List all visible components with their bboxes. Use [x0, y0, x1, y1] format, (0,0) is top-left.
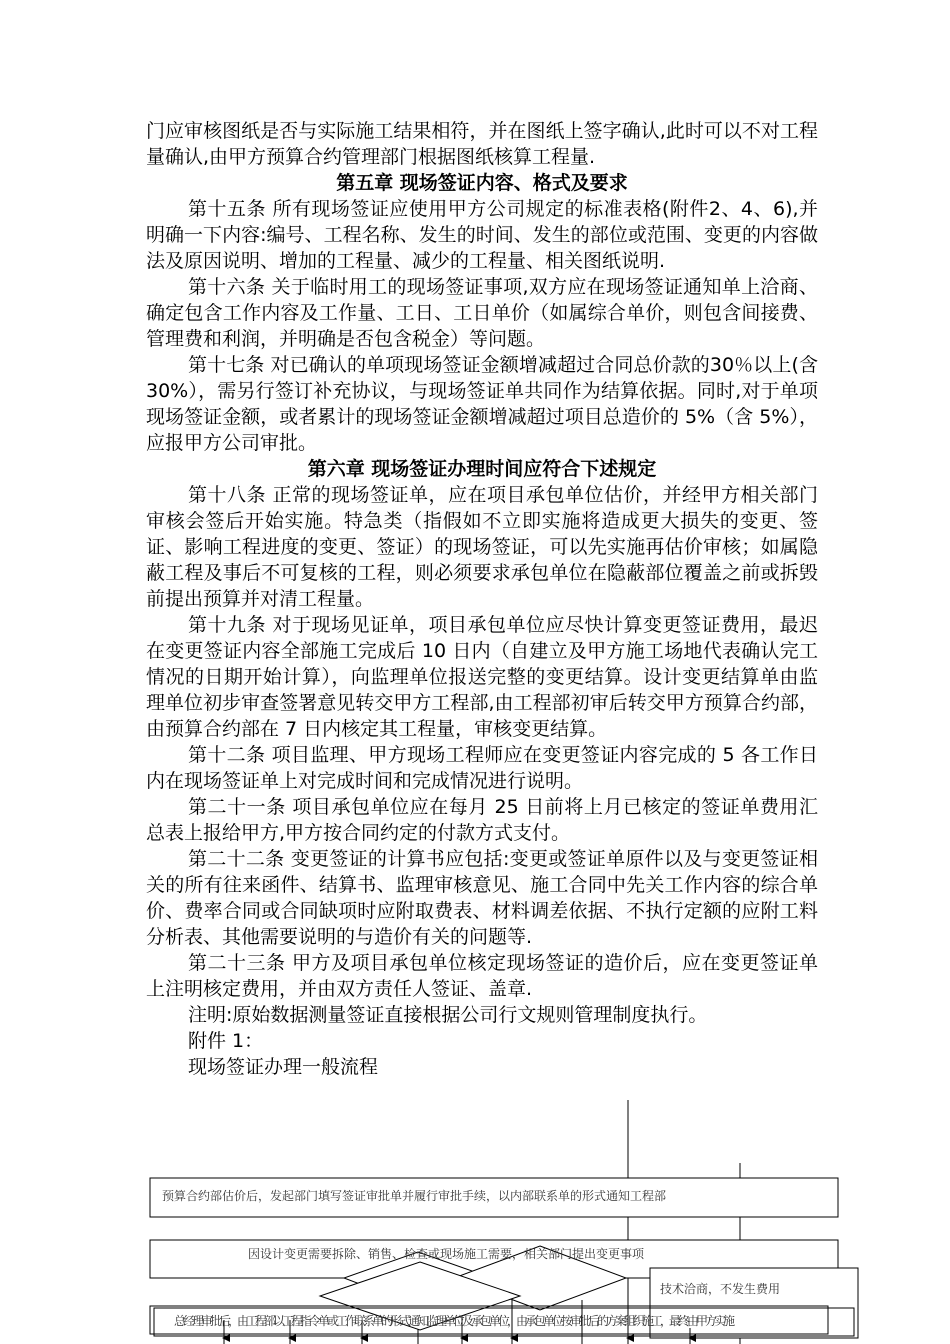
- paragraph: 附件 1：: [188, 1030, 264, 1052]
- chapter-heading: 第六章 现场签证办理时间应符合下述规定: [307, 458, 657, 480]
- paragraph: 第二十三条 甲方及项目承包单位核定现场签证的造价后，应在变更签证单上注明核定费用，并由双方责任人签证、盖章.: [146, 952, 818, 1000]
- flow-box-change-request-text: 因设计变更需要拆除、销售、检查或现场施工需要，相关部门提出变更事项: [248, 1247, 645, 1261]
- paragraph: 第十五条 所有现场签证应使用甲方公司规定的标准表格(附件2、4、6),并明确一下内容:编号、工程名称、发生的时间、发生的部位或范围、变更的内容做法及原因说明、增加的工程量、减少的工程量、相关图纸说明.: [146, 198, 818, 272]
- paragraph: 第十九条 对于现场见证单，项目承包单位应尽快计算变更签证费用，最迟在变更签证内容全部施工完成后 10 日内（自建立及甲方施工场地代表确认完工情况的日期开始计算），向监理单位报送完整的变更结算。设计变更结算单由监理单位初步审查签署意见转交甲方工程部,由工程部初审后转交甲方预算合约部，由预算合约部在 7 日内核定其工程量，审核变更结算。: [146, 614, 818, 740]
- flow-box-technical-negotiation-text: 技术洽商，不发生费用: [660, 1282, 781, 1296]
- paragraph: 第二十一条 项目承包单位应在每月 25 日前将上月已核定的签证单费用汇总表上报给甲方,甲方按合同约定的付款方式支付。: [146, 796, 818, 844]
- paragraph: 第十六条 关于临时用工的现场签证事项,双方应在现场签证通知单上洽商、确定包含工作内容及工作量、工日、工日单价（如属综合单价，则包含间接费、管理费和利润，并明确是否包含税金）等问题。: [146, 276, 818, 350]
- paragraph: 门应审核图纸是否与实际施工结果相符，并在图纸上签字确认,此时可以不对工程量确认,由甲方预算合约管理部门根据图纸核算工程量.: [146, 120, 818, 168]
- paragraph: 注明:原始数据测量签证直接根据公司行文规则管理制度执行。: [188, 1004, 708, 1026]
- paragraph: 第十二条 项目监理、甲方现场工程师应在变更签证内容完成的 5 各工作日内在现场签证单上对完成时间和完成情况进行说明。: [146, 744, 818, 792]
- paragraph: 现场签证办理一般流程: [188, 1056, 379, 1078]
- paragraph: 第十八条 正常的现场签证单，应在项目承包单位估价，并经甲方相关部门审核会签后开始实施。特急类（指假如不立即实施将造成更大损失的变更、签证、影响工程进度的变更、签证）的现场签证，可以先实施再估价审核；如属隐蔽工程及事后不可复核的工程，则必须要求承包单位在隐蔽部位覆盖之前或拆毁前提出预算并对清工程量。: [146, 484, 818, 610]
- paragraph: 第十七条 对已确认的单项现场签证金额增减超过合同总价款的30％以上(含 30%），需另行签订补充协议，与现场签证单共同作为结算依据。同时,对于单项现场签证金额，或者累计的现场签证金额增减超过项目总造价的 5%（含 5%），应报甲方公司审批。: [146, 354, 818, 454]
- chapter-heading: 第五章 现场签证内容、格式及要求: [336, 172, 628, 194]
- flow-box-budget-estimate-text: 预算合约部估价后，发起部门填写签证审批单并履行审批手续，以内部联系单的形式通知工程部: [162, 1189, 667, 1203]
- flow-box-approval-notice-text: 总经理审批后，由工程部以工程指令单或工作联系单的形式通知监理单位及承包单位，由承包单位按审批后的方案组织施工，最终由甲方实施: [174, 1314, 733, 1328]
- paragraph: 第二十二条 变更签证的计算书应包括:变更或签证单原件以及与变更签证相关的所有往来函件、结算书、监理审核意见、施工合同中先关工作内容的综合单价、费率合同或合同缺项时应附取费表、材料调差依据、不执行定额的应附工料分析表、其他需要说明的与造价有关的问题等.: [146, 848, 818, 948]
